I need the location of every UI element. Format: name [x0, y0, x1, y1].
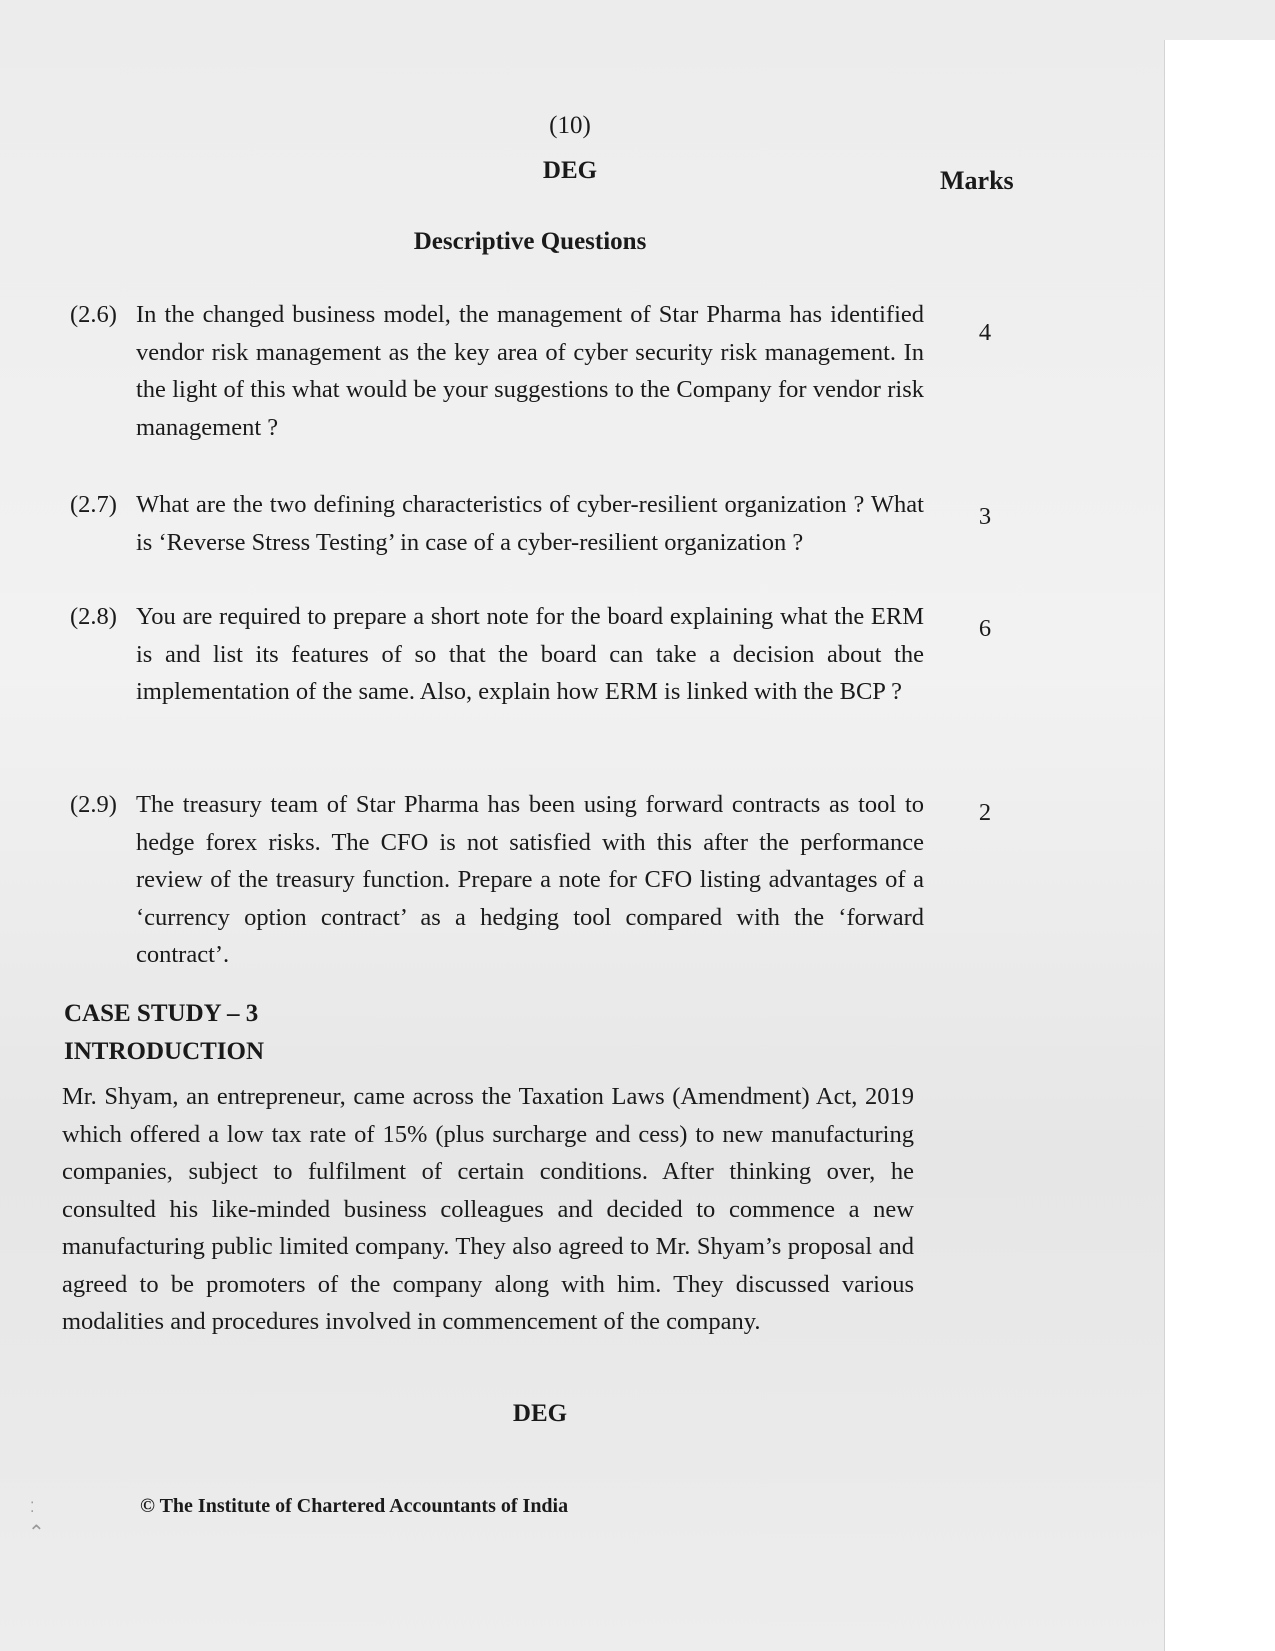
series-code-bottom: DEG [512, 1400, 568, 1427]
marks-column-heading: Marks [940, 166, 1014, 195]
question-marks: 4 [978, 319, 992, 346]
case-study-subtitle: INTRODUCTION [64, 1038, 265, 1065]
scan-speck: ⌃ [28, 1520, 45, 1544]
case-study-body: Mr. Shyam, an entrepreneur, came across the Taxation Laws (Amendment) Act, 2019 which offered a low tax rate of 15% (plus surcharge and cess) to new manufacturing companies, subject to fulfilment of certain conditions. After thinking over, he consulted his like-minded business colleagues and decided to commence a new manufacturing public limited company. They also agreed to Mr. Shyam’s proposal and agreed to be promoters of the company along with him. They discussed various modalities and procedures involved in commencement of the company. [62, 1083, 914, 1335]
page-number: (10) [549, 112, 591, 139]
question-text: In the changed business model, the management of Star Pharma has identified vendor risk management as the key area of cyber security risk management. In the light of this what would be your suggestions to the Company for vendor risk management ? [136, 301, 924, 441]
question-text: The treasury team of Star Pharma has been using forward contracts as tool to hedge forex risks. The CFO is not satisfied with this after the performance review of the treasury function. Prepare a note for CFO listing advantages of a ‘currency option contract’ as a hedging tool compared with the ‘forward contract’. [136, 791, 924, 968]
scan-speck: ⁚ [30, 1500, 35, 1516]
question-number: (2.7) [70, 491, 117, 518]
question-text: You are required to prepare a short note for the board explaining what the ERM is and list its features of so that the board can take a decision about the implementation of the same. Also, explain how ERM is linked with the BCP ? [136, 603, 924, 705]
question-marks: 6 [978, 615, 992, 642]
question-marks: 2 [978, 799, 992, 826]
question-number: (2.9) [70, 791, 117, 818]
copyright-footer: © The Institute of Chartered Accountants of India [140, 1495, 569, 1517]
question-number: (2.8) [70, 603, 117, 630]
case-study-title: CASE STUDY – 3 [64, 1000, 259, 1027]
scan-margin [1164, 40, 1275, 1651]
question-marks: 3 [978, 503, 992, 530]
question-text: What are the two defining characteristics of cyber-resilient organization ? What is ‘Reverse Stress Testing’ in case of a cyber-resilient organization ? [136, 491, 924, 556]
section-title: Descriptive Questions [413, 228, 647, 255]
question-number: (2.6) [70, 301, 117, 328]
series-code-top: DEG [542, 157, 598, 184]
